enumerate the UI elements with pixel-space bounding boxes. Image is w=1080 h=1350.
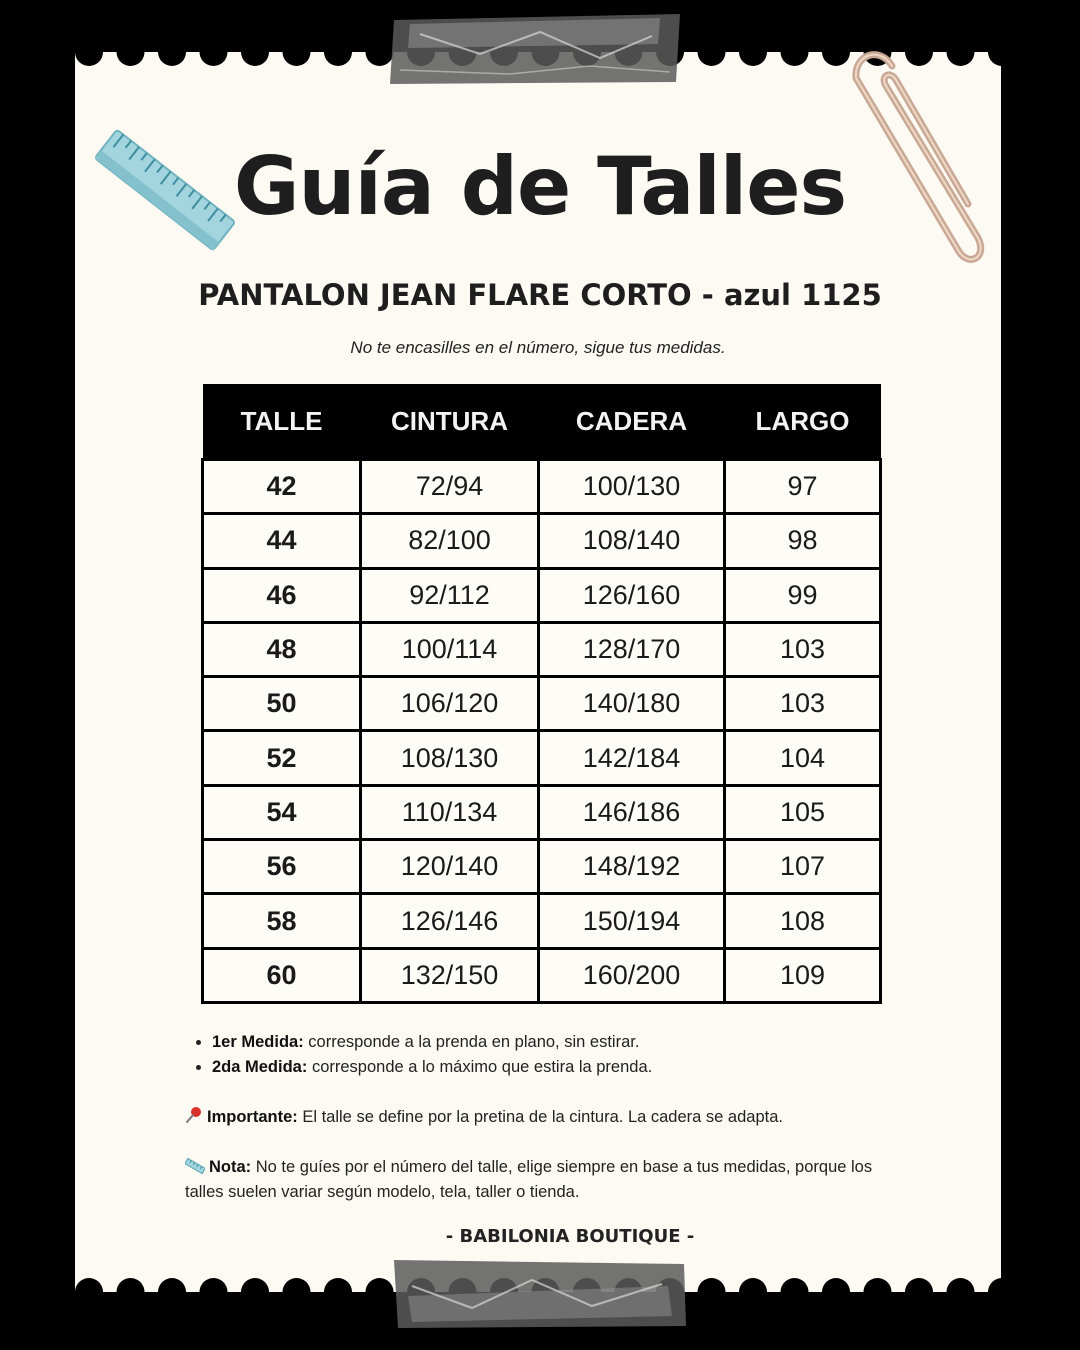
cadera-cell: 108/140 [539,514,725,568]
size-cell: 46 [203,568,361,622]
pushpin-icon [185,1106,203,1124]
largo-cell: 97 [725,460,881,514]
largo-cell: 103 [725,677,881,731]
size-cell: 54 [203,785,361,839]
cadera-cell: 100/130 [539,460,725,514]
largo-cell: 98 [725,514,881,568]
header-talle: TALLE [203,384,361,460]
cintura-cell: 106/120 [361,677,539,731]
header-largo: LARGO [725,384,881,460]
size-cell: 48 [203,622,361,676]
size-chart-table [201,384,882,1004]
cadera-cell: 148/192 [539,840,725,894]
largo-cell: 99 [725,568,881,622]
largo-cell: 103 [725,622,881,676]
nota-text: No te guíes por el número del talle, elige siempre en base a tus medidas, porque los talles suelen variar según modelo, tela, taller o tienda. [185,1158,873,1201]
header-cadera: CADERA [539,384,725,460]
note-text: corresponde a lo máximo que estira la prenda. [307,1058,653,1076]
page-title: Guía de Talles [233,140,847,233]
cintura-cell: 108/130 [361,731,539,785]
cintura-cell: 92/112 [361,568,539,622]
cadera-cell: 128/170 [539,622,725,676]
nota-label: Nota: [209,1158,252,1176]
important-text: El talle se define por la pretina de la cintura. La cadera se adapta. [297,1108,783,1126]
important-label: Importante: [207,1108,298,1126]
ruler-icon [185,1158,205,1174]
list-item [212,1030,932,1055]
largo-cell: 107 [725,840,881,894]
tape-bottom [392,1256,688,1330]
largo-cell: 108 [725,894,881,948]
cadera-cell: 126/160 [539,568,725,622]
size-cell: 52 [203,731,361,785]
cintura-cell: 126/146 [361,894,539,948]
cintura-cell: 132/150 [361,948,539,1002]
size-cell: 56 [203,840,361,894]
cadera-cell: 146/186 [539,785,725,839]
cadera-cell: 142/184 [539,731,725,785]
cintura-cell: 110/134 [361,785,539,839]
measure-notes [192,1030,932,1080]
table-row [203,840,881,894]
table-header-row [203,384,881,460]
largo-cell: 104 [725,731,881,785]
cintura-cell: 120/140 [361,840,539,894]
product-name: PANTALON JEAN FLARE CORTO - azul 1125 [198,278,882,312]
table-row [203,677,881,731]
note-label: 2da Medida: [212,1058,308,1076]
cintura-cell: 82/100 [361,514,539,568]
note-text: corresponde a la prenda en plano, sin estirar. [303,1033,640,1051]
table-row [203,785,881,839]
brand-footer: - BABILONIA BOUTIQUE - [445,1226,695,1247]
size-cell: 42 [203,460,361,514]
table-row [203,894,881,948]
table-row [203,731,881,785]
size-cell: 44 [203,514,361,568]
table-row [203,568,881,622]
table-row [203,948,881,1002]
table-row [203,622,881,676]
important-note [185,1105,905,1130]
note-label: 1er Medida: [212,1033,304,1051]
list-item [212,1055,932,1080]
table-row [203,514,881,568]
tagline: No te encasilles en el número, sigue tus medidas. [350,338,726,357]
cadera-cell: 160/200 [539,948,725,1002]
largo-cell: 109 [725,948,881,1002]
size-cell: 60 [203,948,361,1002]
nota-note [185,1155,905,1205]
size-cell: 50 [203,677,361,731]
cintura-cell: 100/114 [361,622,539,676]
size-cell: 58 [203,894,361,948]
header-cintura: CINTURA [361,384,539,460]
tape-top [390,14,684,86]
cintura-cell: 72/94 [361,460,539,514]
cadera-cell: 150/194 [539,894,725,948]
largo-cell: 105 [725,785,881,839]
table-row [203,460,881,514]
cadera-cell: 140/180 [539,677,725,731]
